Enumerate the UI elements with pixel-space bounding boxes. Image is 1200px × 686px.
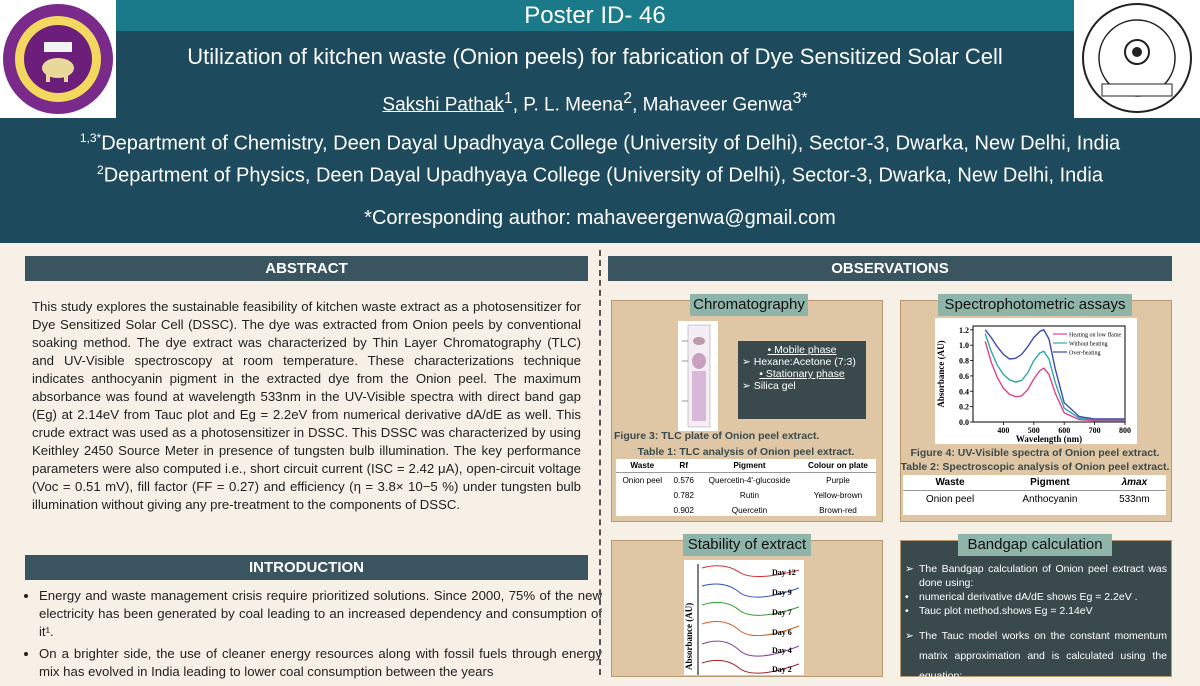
stability-title: Stability of extract [683,534,811,556]
table-row: Onion peel 0.576 Quercetin-4'-glucoside Purple [622,476,850,485]
spectro-title: Spectrophotometric assays [938,294,1132,316]
observations-heading: OBSERVATIONS [608,256,1172,281]
introduction-list [22,587,602,685]
x-tick-label: 700 [1088,426,1101,435]
author-1: Sakshi Pathak [382,94,504,116]
tlc-plate-image [678,321,718,431]
intro-item: • On a brighter side, the use of cleaner energy resources along with fossil fuels through energy mix has evolved in India leading to lower coal consumption between the years [39,645,602,681]
y-tick-label: 0.2 [959,402,969,412]
author-3: , Mahaveer Genwa [632,94,793,116]
stability-day-label: Day 2 [772,665,792,674]
stability-chart-box [684,560,804,675]
y-tick-label: 0.8 [959,356,969,366]
x-tick-label: 400 [997,426,1010,435]
table-row: 0.902 Quercetin Brown-red [673,506,857,515]
corresponding-author: *Corresponding author: mahaveergenwa@gmail.com [364,207,836,229]
poster-id: Poster ID- 46 [524,2,666,29]
x-tick-label: 800 [1119,426,1131,435]
legend-label: Over-heating [1069,350,1101,357]
y-axis-label: Absorbance (AU) [936,340,946,408]
tlc-phase-info: • Mobile phase ➢ Hexane:Acetone (7:3) • Stationary phase ➢ Silica gel [738,341,866,419]
figure-3-caption: Figure 3: TLC plate of Onion peel extract. [614,430,820,442]
stability-ylabel: Absorbance (AU) [684,602,694,670]
stability-day-label: Day 12 [772,568,796,577]
stability-day-label: Day 9 [772,588,792,597]
x-tick-label: 600 [1058,426,1071,435]
chromatography-title: Chromatography [690,294,808,316]
abstract-heading: ABSTRACT [25,256,588,281]
bandgap-text: ➢ The Bandgap calculation of Onion peel extract was done using: • numerical derivative dA/dE shows Eg = 2.2eV . • Tauc plot method.shows Eg = 2.14eV ➢ The Tauc model works on the constant momentum matrix approximation and is calculated using the equation: [905,563,1167,682]
y-tick-label: 1.2 [959,325,969,335]
y-tick-label: 0.6 [959,371,969,381]
university-of-delhi-logo [0,0,116,118]
introduction-heading: INTRODUCTION [25,555,588,580]
y-tick-label: 0.4 [959,387,969,397]
ddu-college-logo [1074,0,1200,118]
legend-label: Heating on low flame [1069,332,1122,339]
tlc-table: Waste Rf Pigment Colour on plate Onion peel 0.576 Quercetin-4'-glucoside Purple 0.782 Rutin Yellow-brown 0.902 Quercetin Brown-red [616,459,876,516]
abstract-text: This study explores the sustainable feasibility of kitchen waste extract as a photosensitizer for Dye Sensitized Solar Cell (DSSC). The dye was extracted from Onion peels by conventional soaking method. The dye extract was characterized by Thin Layer Chromatography (TLC) and UV-Visible spectroscopy at room temperature. These characterizations technique indicates anthocyanin pigment in the extracted dye from the Onion peel. The maximum absorbance was found at wavelength 533nm in the UV-Visible spectra with direct band gap (Eg) at 2.14eV from Tauc plot and Eg = 2.2eV from numerical derivative dA/dE as well. This crude extract was used as a photosensitizer in DSSC. This DSSC was characterized by using Keithley 2450 Source Meter in presence of tungsten bulb illumination. The key performance parameters were also computed i.e., short circuit current (ISC = 2.42 μA), open-circuit voltage (Voc = 0.51 mV), fill factor (FF = 0.27) and efficiency (η = 3.8× 10−5 %) under tungsten bulb illumination without giving any pre-treatment to the components of DSSC. [32,299,581,512]
table-row: Onion peel Anthocyanin 533nm [925,494,1150,505]
affiliation-2: $^2$Department of Physics, Deen Dayal Upadhyaya College (University of Delhi), Sector-3, Dwarka, New Delhi, India [97,163,1103,187]
figure-4-caption: Figure 4: UV-Visible spectra of Onion peel extract. [910,447,1160,459]
y-tick-label: 0.0 [959,418,969,427]
stability-day-label: Day 7 [772,608,792,617]
affiliation-1: $^{1,3*}$Department of Chemistry, Deen Dayal Upadhyaya College (University of Delhi), Sector-3, Dwarka, New Delhi, India [79,131,1121,155]
stability-chart [684,560,804,675]
table-2-caption: Table 2: Spectroscopic analysis of Onion peel extract. [900,461,1170,473]
uv-vis-chart-box [935,318,1137,444]
x-axis-label: Wavelength (nm) [1015,434,1083,444]
stability-day-label: Day 6 [772,628,792,637]
stability-day-label: Day 4 [772,646,792,655]
column-divider [599,250,601,675]
poster-title: Utilization of kitchen waste (Onion peels) for fabrication of Dye Sensitized Solar Cell [187,44,1003,69]
author-list: Sakshi Pathak$^1$, P. L. Meena$^2$, Mahaveer Genwa$^{3*}$ [382,90,808,116]
author-2: , P. L. Meena [512,94,624,116]
x-tick-label: 500 [1027,426,1040,435]
legend-label: Without heating [1069,341,1108,348]
table-1-caption: Table 1: TLC analysis of Onion peel extract. [637,446,855,458]
intro-item: • Energy and waste management crisis require prioritized solutions. Since 2000, 75% of the new electricity has been generated by coal leading to an increased dependency and consumption of it¹. [39,587,602,641]
bandgap-title: Bandgap calculation [958,534,1112,556]
spectro-table: Waste Pigment λmax Onion peel Anthocyanin 533nm [903,475,1166,515]
table-row: 0.782 Rutin Yellow-brown [673,491,863,500]
y-tick-label: 1.0 [959,341,969,351]
uv-vis-chart [935,318,1137,444]
